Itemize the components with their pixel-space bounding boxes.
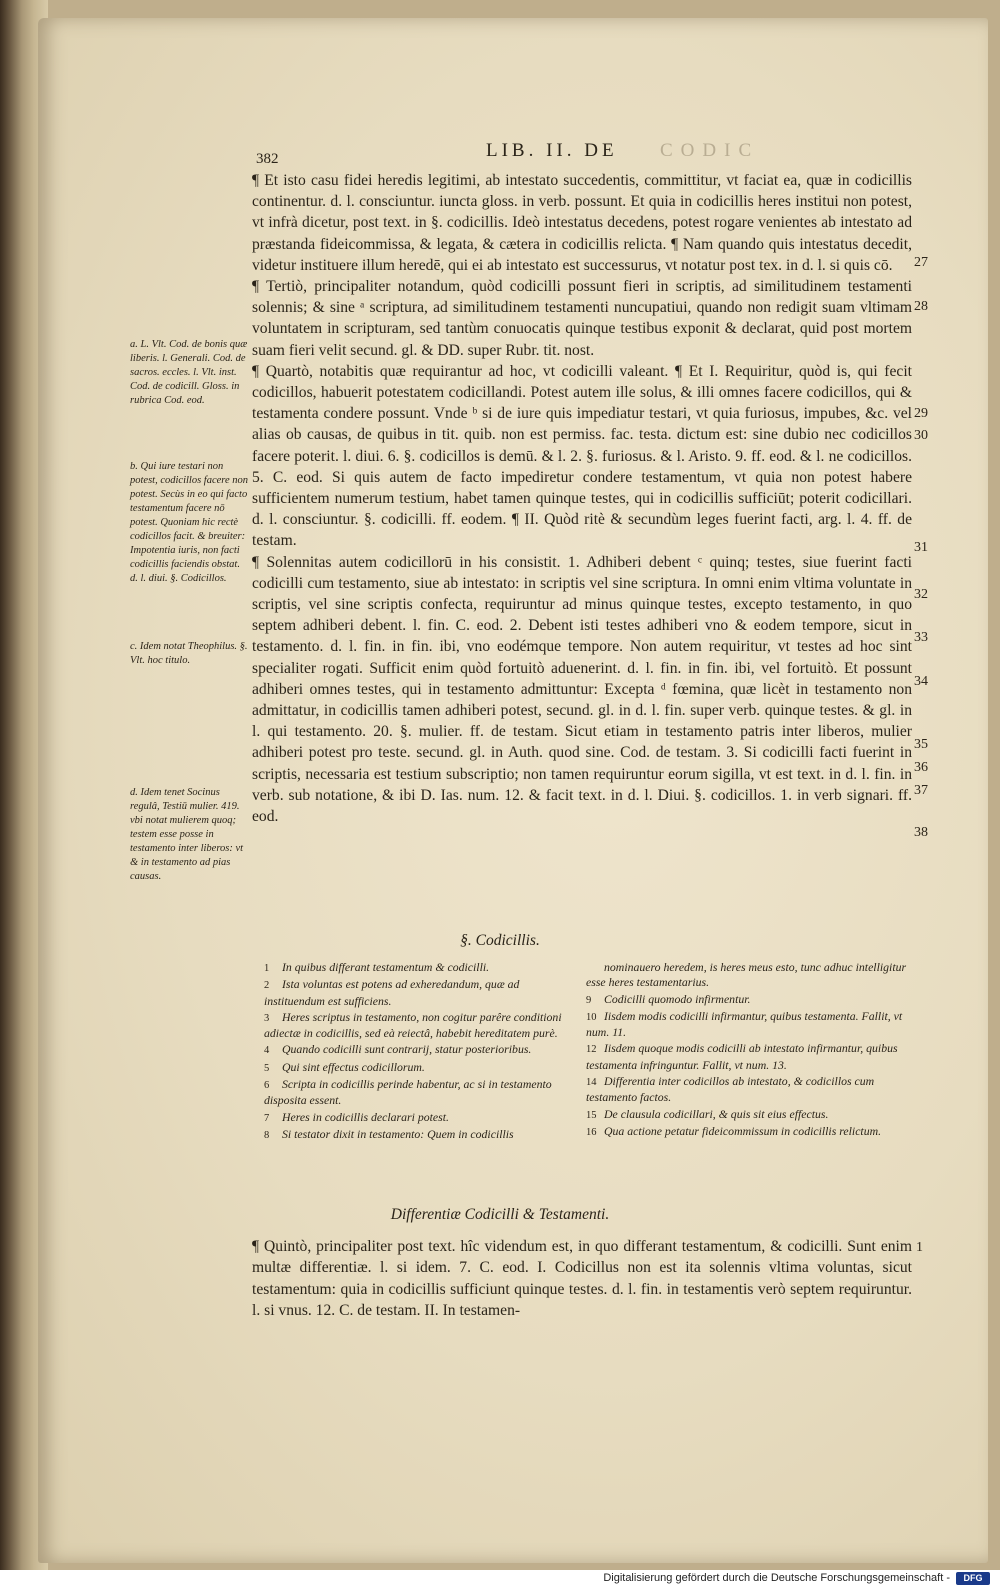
section-heading: §. Codicillis. xyxy=(460,932,540,949)
summary-item: 16 Qua actione petatur fideicommissum in codicillis relictum. xyxy=(586,1123,882,1138)
summary-item: 14 Differentia inter codicillos ab intestato, & codicillos cum testamento factos. xyxy=(586,1074,875,1105)
line-number: 33 xyxy=(914,630,928,645)
dfg-logo: DFG xyxy=(956,1572,990,1585)
line-number: 1 xyxy=(916,1240,923,1255)
summary-item: 3 Heres scriptus in testamento, non cogitur parêre conditioni adiectæ in codicillis, sed eà reiectâ, habebit hereditatem purè. xyxy=(264,1009,562,1041)
summary-item: 2 Ista voluntas est potens ad exheredandum, quæ ad instituendum est sufficiens. xyxy=(264,977,520,1008)
line-number: 30 xyxy=(914,428,928,443)
summary-item: 1 In quibus differant testamentum & codicilli. xyxy=(264,960,490,974)
summary-item: 4 Quando codicilli sunt contrarij, statur posterioribus. xyxy=(264,1042,532,1057)
summary-item: 8 Si testator dixit in testamento: Quem in codicillis xyxy=(264,1126,514,1141)
line-number: 37 xyxy=(914,783,928,798)
line-number: 32 xyxy=(914,587,928,602)
paragraph: ¶ Et isto casu fidei heredis legitimi, ab intestato succedentis, committitur, vt faciat ea, quæ in codicillis continentur. d. l. consciuntur. iuncta gloss. in verb. possunt. Et quia in codicillis heres institui non potest, vt infrà dicetur, post text. in §. codicillis. Ideò intestatus decedens, potest rogare venientes ab intestato ad præstanda fideicommissa, & legata, & cætera in codicillis relicta. ¶ Nam quando quis intestatus decedit, videtur instituere illum heredē, qui ei ab intestato est successurus, vt notatur post tex. in d. l. si quis cō. xyxy=(252,172,912,274)
summary-left-column xyxy=(264,960,574,1144)
main-text xyxy=(252,170,912,827)
summary-item: 15 De clausula codicillari, & quis sit eius effectus. xyxy=(586,1106,829,1121)
summary-item: 9 Codicilli quomodo infirmentur. xyxy=(586,991,751,1006)
line-number: 35 xyxy=(914,737,928,752)
margin-note: b. Qui iure testari non potest, codicillos facere non potest. Secùs in eo qui facto testamentum facere nō potest. Quoniam hic rectè codicillos facit. & breuiter: Impotentia iuris, non facti codicillis faciendis obstat. d. l. diui. §. Codicillos. xyxy=(130,461,249,584)
line-number: 36 xyxy=(914,760,928,775)
footer-credit: Digitalisierung gefördert durch die Deutsche Forschungsgemeinschaft - xyxy=(603,1572,950,1584)
summary-item: 6 Scripta in codicillis perinde habentur, ac si in testamento disposita essent. xyxy=(264,1077,552,1108)
paragraph: ¶ Quartò, notabitis quæ requirantur ad hoc, vt codicilli valeant. ¶ Et I. Requiritur, quòd is, qui fecit codicillos, habuerit potestatem codicillandi. Potest autem ille solus, & illi omnes facere codicillos, qui & testamenta condere possunt. Vnde ᵇ si de iure quis impediatur testari, vt quia furiosus, impubes, &c. vel alias ob causas, de quibus in tit. quib. non est permiss. fac. testa. dictum est: sine dubio nec codicillos facere poterit. l. diui. 6. §. codicillos is demū. & l. 2. §. furiosus. & l. Aristo. 9. ff. eod. & l. ne codicillos. 5. C. eod. Si quis autem de facto impediretur condere testamentum, vt quia non potest habere sufficientem numerum testium, habet tamen quinque testes, qui in codicillis sufficiūt; poterit codicillari. d. l. consciuntur. §. codicilli. ff. eodem. ¶ II. Quòd ritè & secundùm leges fuerint facti, arg. l. 4. ff. de testam. xyxy=(252,362,912,550)
margin-note: c. Idem notat Theophilus. §. Vlt. hoc titulo. xyxy=(130,641,248,666)
line-number: 34 xyxy=(914,674,928,689)
digitization-footer xyxy=(0,1570,1000,1588)
line-number: 28 xyxy=(914,299,928,314)
running-head: LIB. II. DE xyxy=(486,140,618,161)
summary-item: 7 Heres in codicillis declarari potest. xyxy=(264,1109,449,1124)
line-number: 31 xyxy=(914,540,928,555)
line-number: 29 xyxy=(914,406,928,421)
summary-item: 10 Iisdem modis codicilli infirmantur, quibus testamenta. Fallit, vt num. 11. xyxy=(586,1008,903,1040)
summary-right-column xyxy=(586,960,908,1141)
page-number: 382 xyxy=(256,151,279,167)
paragraph: ¶ Tertiò, principaliter notandum, quòd codicilli possunt fieri in scriptis, ad similitudinem testamenti solennis; & sine ᵃ scriptura, ad similitudinem testamenti nuncupatiui, quando non redigit suam vltimam voluntatem in scripturam, sed tantùm conuocatis quinque testibus exponit & declarat, quid post mortem suam fieri velit secund. gl. & DD. super Rubr. tit. nost. xyxy=(252,278,912,359)
summary-item: 12 Iisdem quoque modis codicilli ab intestato infirmantur, quibus testamenta infringuntur. Fallit, vt num. 13. xyxy=(586,1041,898,1072)
summary-item: 5 Qui sint effectus codicillorum. xyxy=(264,1059,425,1074)
line-number: 38 xyxy=(914,825,928,840)
margin-note: d. Idem tenet Socinus regulâ, Testiū mulier. 419. vbi notat mulierem quoq; testem esse posse in testamento inter liberos: vt & in testamento ad pias causas. xyxy=(130,787,244,882)
margin-note: a. L. Vlt. Cod. de bonis quæ liberis. l. Generali. Cod. de sacros. eccles. l. Vlt. inst. Cod. de codicill. Gloss. in rubrica Cod. eod. xyxy=(130,339,248,406)
running-head-bleedthrough: CODIC xyxy=(660,140,760,161)
lower-paragraph: ¶ Quintò, principaliter post text. hîc videndum est, in quo differant testamentum, & codicilli. Sunt enim multæ differentiæ. l. si idem. 7. C. eod. I. Codicillus non est ita solennis vltima voluntas, sicut testamentum: quia in codicillis sufficiunt quinque testes. d. l. fin. in testamentis verò septem requiruntur. l. si vnus. 12. C. de testam. II. In testamen- xyxy=(252,1238,912,1320)
subheading: Differentiæ Codicilli & Testamenti. xyxy=(390,1206,610,1223)
paragraph: ¶ Solennitas autem codicillorū in his consistit. 1. Adhiberi debent ᶜ quinq; testes, siue fuerint facti codicilli cum testamento, siue ab intestato: in scriptis vel sine scriptura. In omni enim vltima voluntate in scriptis, vel sine scriptis confecta, requiruntur ad minus quinque testes, excepto testamento, in quo septem adhiberi debent. l. fin. C. eod. 2. Debent isti testes adhiberi vno & eodem tempore, sicut in testamento. d. l. fin. in fin. ibi, vno eodémque tempore. Non autem requiritur, vt testes ad hoc sint specialiter rogati. Sufficit enim quòd fortuitò aduenerint. d. l. fin. in fin. ibi, vel fortuitò. Et possunt adhiberi omnes testes, qui in testamento admittuntur: Excepta ᵈ fœmina, quæ licèt in testamento non admittatur, in codicillis tamen adhiberi potest, secund. gl. in d. l. fin. super verb. quinque testes. & gl. in l. qui testamento. 20. §. mulier. ff. de testam. Sicut etiam in testamento patris inter liberos, mulier adhiberi potest pro teste. secund. gl. in Auth. quod sine. Cod. de testam. 3. Si codicilli facti fuerint in scriptis, necessaria est testium subscriptio; non tamen requiruntur eorum sigilla, vt est text. in d. l. fin. in verb. sub notatione, & ibi D. Ias. num. 12. & facit text. in d. l. Diui. §. codicillos. 1. in verb signari. ff. eod. xyxy=(252,553,912,826)
line-number: 27 xyxy=(914,255,928,270)
summary-item: nominauero heredem, is heres meus esto, tunc adhuc intelligitur esse heres testamentarius. xyxy=(586,960,907,990)
